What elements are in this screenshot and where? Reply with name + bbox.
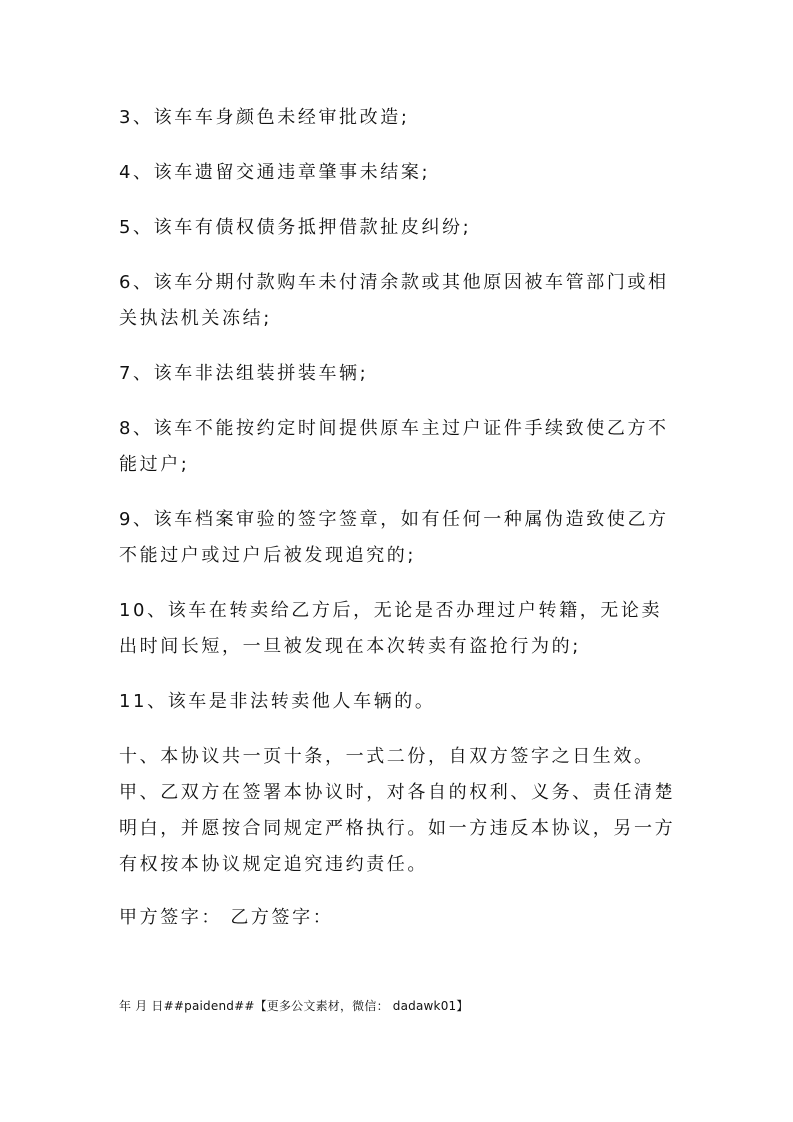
article-ten: 十、本协议共一页十条，一式二份，自双方签字之日生效。甲、乙双方在签署本协议时，对各自的权利、义务、责任清楚明白，并愿按合同规定严格执行。如一方违反本协议，另一方有权按本协议规定追究违约责任。: [119, 746, 676, 875]
document-body: [119, 100, 679, 936]
clause-11: 11、该车是非法转卖他人车辆的。: [119, 691, 436, 712]
signature-line: 甲方签字： 乙方签字：: [119, 907, 334, 928]
clause-4: 4、该车遗留交通违章肇事未结案;: [119, 162, 431, 183]
clause-7: 7、该车非法组装拼装车辆;: [119, 363, 369, 384]
clause-6: 6、该车分期付款购车未付清余款或其他原因被车管部门或相关执法机关冻结;: [119, 272, 669, 329]
clause-3: 3、该车车身颜色未经审批改造;: [119, 107, 410, 128]
clause-10: 10、该车在转卖给乙方后，无论是否办理过户转籍，无论卖出时间长短，一旦被发现在本次转卖有盗抢行为的;: [119, 600, 663, 657]
clause-5: 5、该车有债权债务抵押借款扯皮纠纷;: [119, 217, 472, 238]
footer-note: 年 月 日##paidend##【更多公文素材，微信： dadawk01】: [119, 999, 469, 1013]
clause-9: 9、该车档案审验的签字签章，如有任何一种属伪造致使乙方不能过户或过户后被发现追究的;: [119, 509, 669, 566]
clause-8: 8、该车不能按约定时间提供原车主过户证件手续致使乙方不能过户;: [119, 418, 669, 475]
